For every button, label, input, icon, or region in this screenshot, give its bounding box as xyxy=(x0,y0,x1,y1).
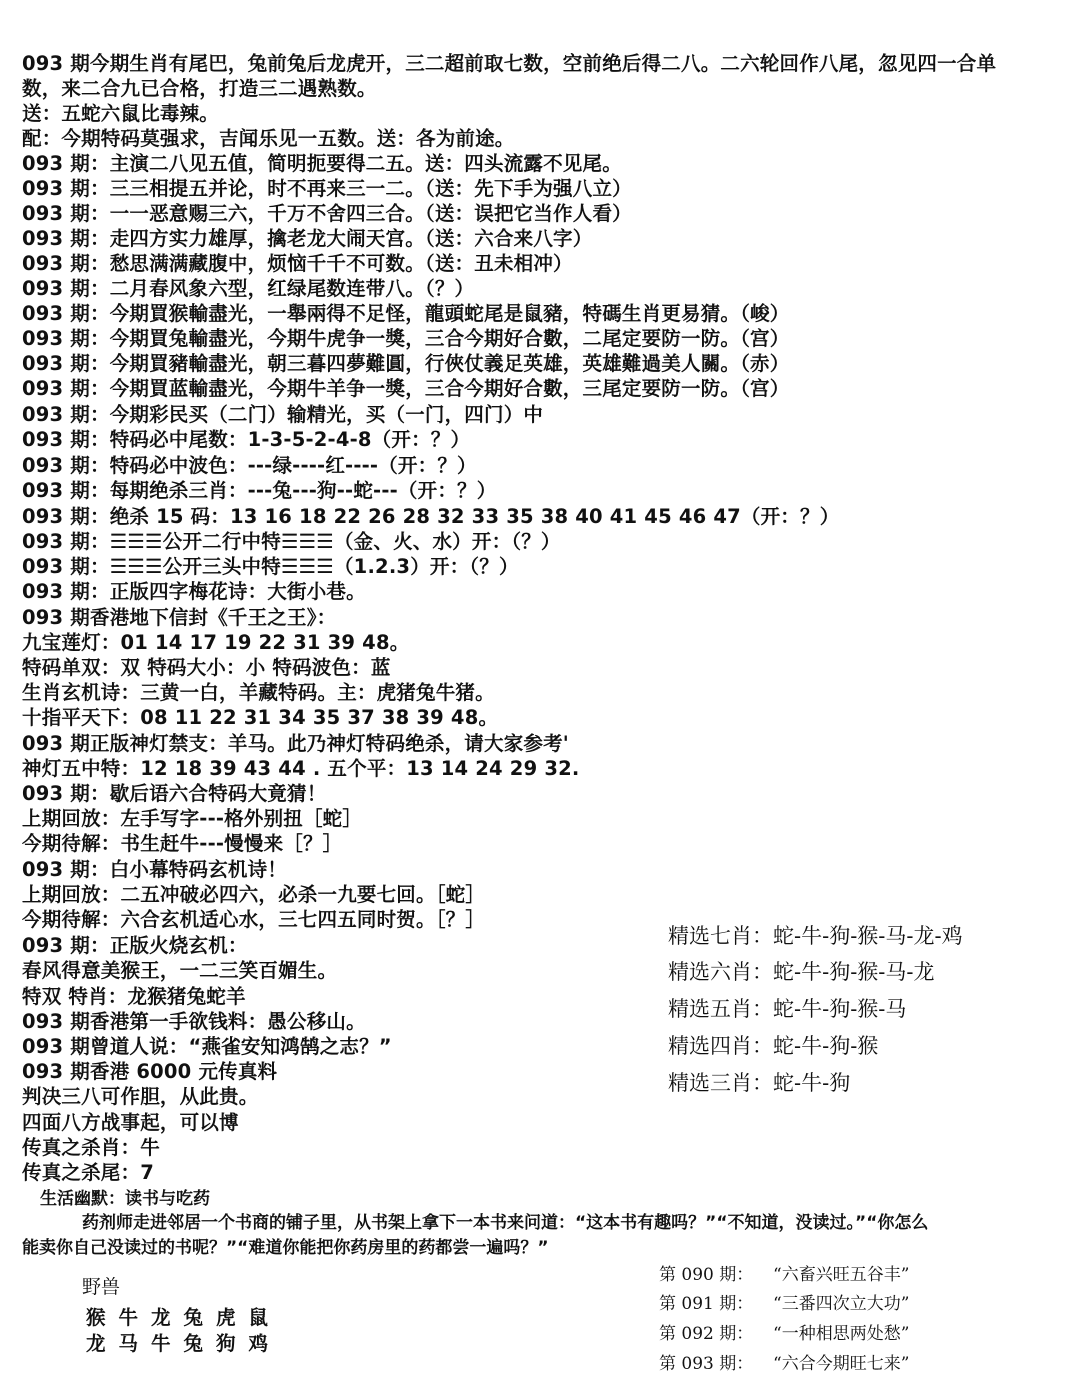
selected-six: 精选六肖：蛇-牛-狗-猴-马-龙 xyxy=(668,960,935,984)
text-line: 数，来二合九已合格，打造三二遇熟数。 xyxy=(22,77,377,100)
history-phrase: “一种相思两处愁” xyxy=(773,1324,910,1344)
text-line: 093 期曾道人说：“燕雀安知鸿鹄之志？” xyxy=(22,1035,392,1058)
text-line: 093 期：今期買蓝輸盡光，今期牛羊争一獎，三合今期好合數，三尾定要防一防。（宫） xyxy=(22,377,790,400)
text-line: 十指平天下：08 11 22 31 34 35 37 38 39 48。 xyxy=(22,706,499,729)
text-line: 特双 特肖：龙猴猪兔蛇羊 xyxy=(22,985,246,1008)
text-line: 093 期：绝杀 15 码：13 16 18 22 26 28 32 33 35 38 40 41 45 46 47（开：？） xyxy=(22,505,840,528)
text-line: 093 期香港第一手欲钱料：愚公移山。 xyxy=(22,1010,366,1033)
text-line: 093 期香港 6000 元传真料 xyxy=(22,1060,278,1083)
text-line: 093 期：正版四字梅花诗：大街小巷。 xyxy=(22,580,366,603)
text-line: 093 期：一一恶意赐三六，千万不舍四三合。（送：误把它当作人看） xyxy=(22,202,632,225)
history-item xyxy=(659,1293,910,1315)
text-line: 配：今期特码莫强求，吉闻乐见一五数。送：各为前途。 xyxy=(22,127,515,150)
text-line: 093 期：三三相提五并论，时不再来三一二。（送：先下手为强八立） xyxy=(22,177,632,200)
text-line: 093 期香港地下信封《千王之王》： xyxy=(22,606,337,629)
selected-four: 精选四肖：蛇-牛-狗-猴 xyxy=(668,1034,879,1058)
text-line: 093 期：今期彩民买（二门）输精光，买（一门，四门）中 xyxy=(22,403,544,426)
text-line: 093 期：歇后语六合特码大竟猜！ xyxy=(22,782,327,805)
text-line: 上期回放：左手写字---格外别扭［蛇］ xyxy=(22,807,363,830)
beasts-row1: 猴牛龙兔虎鼠 xyxy=(86,1306,282,1329)
humor-text-line2: 能卖你自己没读过的书呢？”“难道你能把你药房里的药都尝一遍吗？” xyxy=(22,1238,549,1258)
text-line: 093 期：每期绝杀三肖：---兔---狗--蛇---（开：？） xyxy=(22,479,497,502)
text-line: 送：五蛇六鼠比毒辣。 xyxy=(22,102,220,125)
history-period: 第 090 期： xyxy=(659,1265,754,1285)
text-line: 093 期：白小幕特码玄机诗！ xyxy=(22,858,287,881)
text-line: 特码单双：双 特码大小：小 特码波色：蓝 xyxy=(22,656,391,679)
beasts-row2: 龙马牛兔狗鸡 xyxy=(86,1332,282,1355)
text-line: 春风得意美猴王，一二三笑百媚生。 xyxy=(22,959,338,982)
history-period: 第 091 期： xyxy=(659,1294,754,1314)
selected-five: 精选五肖：蛇-牛-狗-猴-马 xyxy=(668,997,907,1021)
history-phrase: “三番四次立大功” xyxy=(773,1294,910,1314)
text-line: 九宝莲灯：01 14 17 19 22 31 39 48。 xyxy=(22,631,410,654)
history-phrase: “六畜兴旺五谷丰” xyxy=(773,1265,910,1285)
text-line: 生肖玄机诗：三黄一白，羊藏特码。主：虎猪兔牛猪。 xyxy=(22,681,495,704)
beasts-title: 野兽 xyxy=(82,1276,121,1298)
history-period: 第 093 期： xyxy=(659,1354,754,1374)
humor-title: 生活幽默：读书与吃药 xyxy=(40,1189,210,1209)
text-line: 093 期：今期買豬輸盡光，朝三暮四夢難圓，行俠仗義足英雄，英雄難過美人關。（赤） xyxy=(22,352,790,375)
text-line: 传真之杀尾：7 xyxy=(22,1161,154,1184)
text-line: 093 期：☰☰☰公开三头中特☰☰☰（1.2.3）开：（？） xyxy=(22,555,519,578)
history-item xyxy=(659,1264,910,1286)
text-line: 093 期：主演二八见五值，简明扼要得二五。送：四头流露不见尾。 xyxy=(22,152,622,175)
selected-seven: 精选七肖：蛇-牛-狗-猴-马-龙-鸡 xyxy=(668,924,963,948)
text-line: 093 期：正版火烧玄机： xyxy=(22,934,248,957)
text-line: 093 期：愁思满满藏腹中，烦恼千千不可数。（送：丑未相冲） xyxy=(22,252,573,275)
history-item xyxy=(659,1323,910,1345)
humor-text-line1: 药剂师走进邻居一个书商的铺子里，从书架上拿下一本书来问道：“这本书有趣吗？”“不知道，没读过。”“你怎么 xyxy=(82,1213,929,1233)
text-line: 今期待解：书生赶牛---慢慢来［？］ xyxy=(22,832,343,855)
history-item xyxy=(659,1353,910,1375)
text-line: 四面八方战事起，可以博 xyxy=(22,1111,239,1134)
text-line: 093 期：今期買猴輸盡光，一舉兩得不足怪，龍頭蛇尾是鼠豬，特碼生肖更易猜。（峻） xyxy=(22,302,790,325)
selected-three: 精选三肖：蛇-牛-狗 xyxy=(668,1071,851,1095)
text-line: 今期待解：六合玄机适心水，三七四五同时贺。［？］ xyxy=(22,908,486,931)
text-line: 093 期今期生肖有尾巴，兔前兔后龙虎开，三二超前取七数，空前绝后得二八。二六轮回作八尾，忽见四一合单 xyxy=(22,52,997,75)
text-line: 093 期：走四方实力雄厚，擒老龙大闹天宫。（送：六合来八字） xyxy=(22,227,593,250)
text-line: 093 期：特码必中尾数：1-3-5-2-4-8（开：？） xyxy=(22,428,471,451)
text-line: 093 期：特码必中波色：---绿----红----（开：？） xyxy=(22,454,477,477)
text-line: 093 期：☰☰☰公开二行中特☰☰☰（金、火、水）开：（？） xyxy=(22,530,561,553)
text-line: 093 期正版神灯禁支：羊马。此乃神灯特码绝杀，请大家参考' xyxy=(22,732,569,755)
text-line: 传真之杀肖：牛 xyxy=(22,1136,160,1159)
history-phrase: “六合今期旺七来” xyxy=(773,1354,910,1374)
text-line: 上期回放：二五冲破必四六，必杀一九要七回。［蛇］ xyxy=(22,883,486,906)
text-line: 神灯五中特：12 18 39 43 44 . 五个平：13 14 24 29 32. xyxy=(22,757,580,780)
text-line: 093 期：二月春风象六型，红绿尾数连带八。（？） xyxy=(22,277,475,300)
text-line: 093 期：今期買兔輸盡光，今期牛虎争一獎，三合今期好合數，二尾定要防一防。（宫） xyxy=(22,327,790,350)
history-period: 第 092 期： xyxy=(659,1324,754,1344)
text-line: 判决三八可作胆，从此贵。 xyxy=(22,1085,259,1108)
